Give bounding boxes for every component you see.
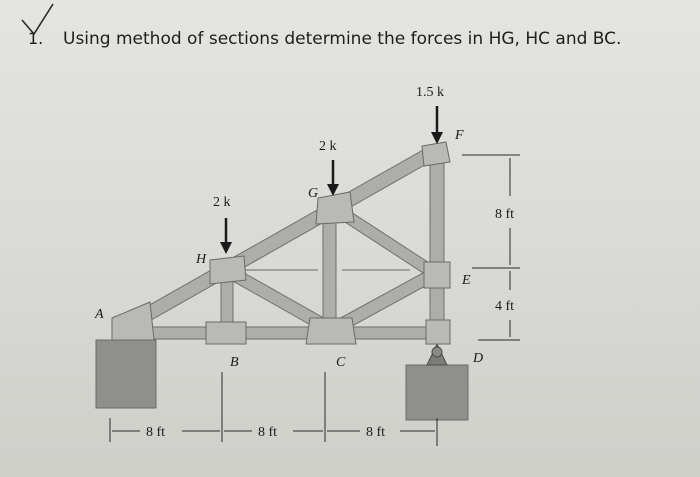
load-h xyxy=(213,195,232,254)
dim-label-ed: 4 ft xyxy=(495,299,515,314)
node-label-h: H xyxy=(196,252,207,267)
load-f xyxy=(416,85,444,144)
load-g xyxy=(319,139,339,196)
load-f-label: 1.5 k xyxy=(416,85,444,100)
truss-members xyxy=(116,146,444,340)
load-g-label: 2 k xyxy=(319,139,337,154)
node-label-f: F xyxy=(455,128,464,143)
right-support-block xyxy=(406,365,468,420)
plate-f xyxy=(422,142,450,166)
plate-g xyxy=(316,192,354,224)
vertical-dimensions xyxy=(462,155,520,340)
plate-a xyxy=(112,302,154,340)
down-arrow-icon xyxy=(220,242,232,254)
dim-label-fe: 8 ft xyxy=(495,207,515,222)
plate-c xyxy=(306,318,356,344)
node-label-d: D xyxy=(473,351,484,366)
horizontal-dimensions xyxy=(110,372,437,446)
member-fd xyxy=(430,152,444,340)
load-h-label: 2 k xyxy=(213,195,231,210)
member-gc xyxy=(323,210,336,333)
down-arrow-icon xyxy=(431,132,443,144)
node-label-e: E xyxy=(462,273,471,288)
plate-h xyxy=(210,256,246,284)
node-label-c: C xyxy=(336,355,346,370)
node-label-a: A xyxy=(95,307,104,322)
node-label-b: B xyxy=(230,355,239,370)
plate-b xyxy=(206,322,246,344)
dim-label-cd: 8 ft xyxy=(366,425,386,440)
question xyxy=(22,4,621,49)
member-ad xyxy=(120,327,437,339)
node-label-g: G xyxy=(308,186,319,201)
plate-d xyxy=(426,320,450,344)
plate-e xyxy=(424,262,450,288)
dim-label-ab: 8 ft xyxy=(146,425,166,440)
question-text: Using method of sections determine the forces in HG, HC and BC. xyxy=(63,29,622,49)
dim-label-bc: 8 ft xyxy=(258,425,278,440)
question-number: 1. xyxy=(28,29,44,48)
right-support xyxy=(406,344,468,420)
roller-wheel xyxy=(432,347,442,357)
left-support-block xyxy=(96,340,156,408)
